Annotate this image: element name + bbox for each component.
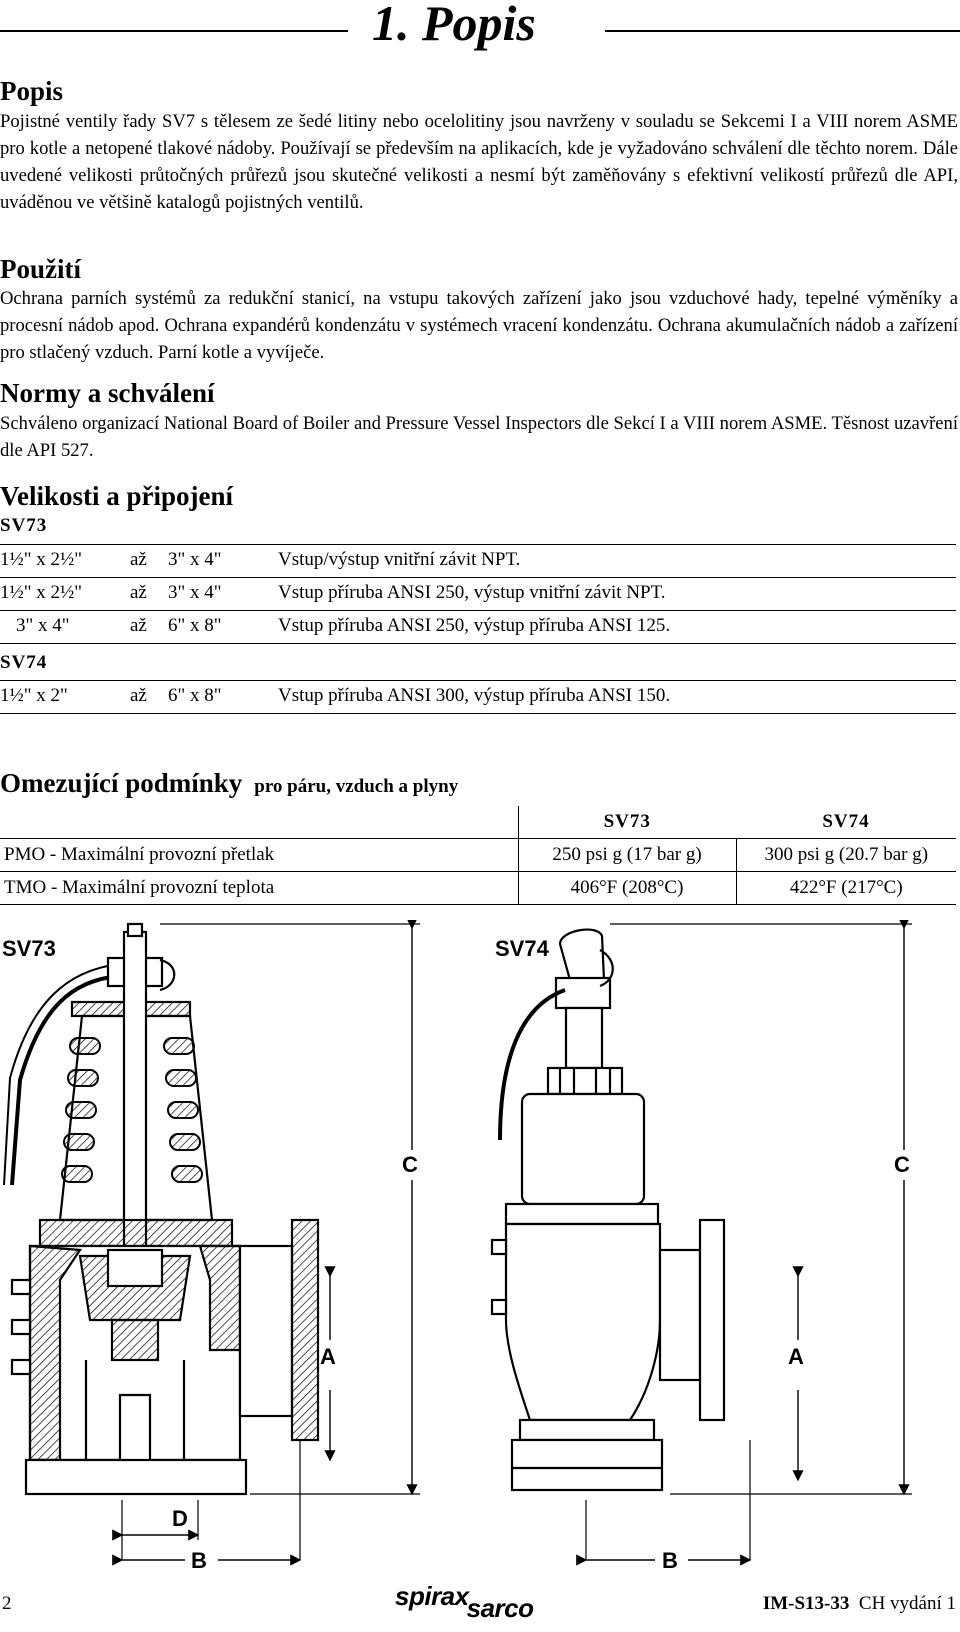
cell-sv74: 422°F (217°C) (736, 872, 956, 905)
size-description: Vstup příruba ANSI 250, výstup vnitřní závit NPT. (278, 582, 666, 603)
size-to-label: až (130, 549, 147, 570)
size-description: Vstup příruba ANSI 250, výstup příruba ANSI 125. (278, 615, 671, 636)
document-edition: CH vydání 1 (858, 1593, 956, 1614)
valve-drawings (0, 920, 960, 1575)
limits-subtitle: pro páru, vzduch a plyny (254, 776, 459, 797)
size-from: 1½" x 2½" (0, 582, 83, 603)
sv73-drawing (4, 924, 420, 1560)
size-to-label: až (130, 582, 147, 603)
dim-label-a-sv74: A (788, 1344, 804, 1369)
section-heading-normy: Normy a schválení (0, 378, 215, 408)
sv74-drawing (492, 924, 912, 1560)
row-label: TMO - Maximální provozní teplota (0, 872, 518, 905)
dim-label-c-sv74: C (894, 1152, 910, 1177)
size-to-label: až (130, 615, 147, 636)
sizes-table-sv73 (0, 544, 956, 644)
figure-label-sv74: SV74 (495, 936, 549, 961)
document-reference (763, 1593, 956, 1615)
logo-text-sarco: sarco (466, 1593, 534, 1623)
table-row (0, 872, 956, 905)
section-heading-velikosti: Velikosti a připojení (0, 481, 234, 511)
dim-label-a-sv73: A (320, 1344, 336, 1369)
sizes-subheading-sv73: SV73 (0, 515, 48, 536)
table-row (0, 839, 956, 872)
dim-label-d-sv73: D (172, 1506, 188, 1531)
table-row (0, 680, 956, 714)
size-to: 3" x 4" (168, 549, 222, 570)
chapter-title: 1. Popis (372, 0, 536, 51)
chapter-rule-right (605, 30, 960, 32)
logo-text-spirax: spirax (395, 1581, 469, 1611)
figure-label-sv73: SV73 (2, 936, 56, 961)
limits-title: Omezující podmínky (0, 768, 243, 798)
table-row (0, 544, 956, 577)
size-from: 1½" x 2" (0, 685, 68, 706)
size-to-label: až (130, 685, 147, 706)
section-text-pouziti: Ochrana parních systémů za redukční stanicí, na vstupu takových zařízení jako jsou vzduchové hady, tepelné výměníky a procesní nádob apod. Ochrana expandérů kondenzátu v systémech vracení kondenzátu. Ochrana akumulačních nádob a zařízení pro stlačený vzduch. Parní kotle a vyvíječe. (0, 288, 958, 363)
chapter-rule-left (0, 30, 348, 32)
section-text-popis: Pojistné ventily řady SV7 s tělesem ze šedé litiny nebo ocelolitiny jsou navrženy v souladu se Sekcemi I a VIII norem ASME pro kotle a netopené tlakové nádoby. Používají se především na aplikacích, kde je vyžadováno schválení dle těchto norem. Dále uvedené velikosti průtočných průřezů jsou skutečné velikosti a nesmí být zaměňovány s efektivní velikostí průřezů dle API, uváděnou ve většině katalogů pojistných ventilů. (0, 111, 958, 213)
size-to: 6" x 8" (168, 685, 222, 706)
sizes-table-sv74 (0, 680, 956, 714)
size-from: 3" x 4" (16, 615, 70, 636)
table-header-row (0, 806, 956, 839)
cell-sv73: 250 psi g (17 bar g) (518, 839, 736, 872)
sizes-subheading-sv74: SV74 (0, 652, 48, 673)
limits-heading (0, 768, 458, 799)
dim-label-c-sv73: C (402, 1152, 418, 1177)
table-row (0, 610, 956, 644)
cell-sv73: 406°F (208°C) (518, 872, 736, 905)
row-label: PMO - Maximální provozní přetlak (0, 839, 518, 872)
brand-logo (395, 1581, 534, 1623)
limits-table (0, 806, 956, 905)
dim-label-b-sv74: B (662, 1548, 678, 1573)
size-description: Vstup/výstup vnitřní závit NPT. (278, 549, 521, 570)
size-description: Vstup příruba ANSI 300, výstup příruba ANSI 150. (278, 685, 671, 706)
column-header-sv74: SV74 (736, 806, 956, 839)
table-row (0, 577, 956, 610)
size-to: 6" x 8" (168, 615, 222, 636)
section-heading-pouziti: Použití (0, 254, 81, 284)
column-header-sv73: SV73 (518, 806, 736, 839)
document-code: IM-S13-33 (762, 1593, 850, 1614)
chapter-header (0, 0, 960, 56)
dim-label-b-sv73: B (191, 1548, 207, 1573)
page-footer (0, 1581, 960, 1625)
size-from: 1½" x 2½" (0, 549, 83, 570)
size-to: 3" x 4" (168, 582, 222, 603)
section-heading-popis: Popis (0, 76, 64, 106)
cell-sv74: 300 psi g (20.7 bar g) (736, 839, 956, 872)
section-text-normy: Schváleno organizací National Board of Boiler and Pressure Vessel Inspectors dle Sekcí I a VIII norem ASME. Těsnost uzavření dle API 527. (0, 413, 958, 461)
page-number: 2 (2, 1593, 12, 1614)
